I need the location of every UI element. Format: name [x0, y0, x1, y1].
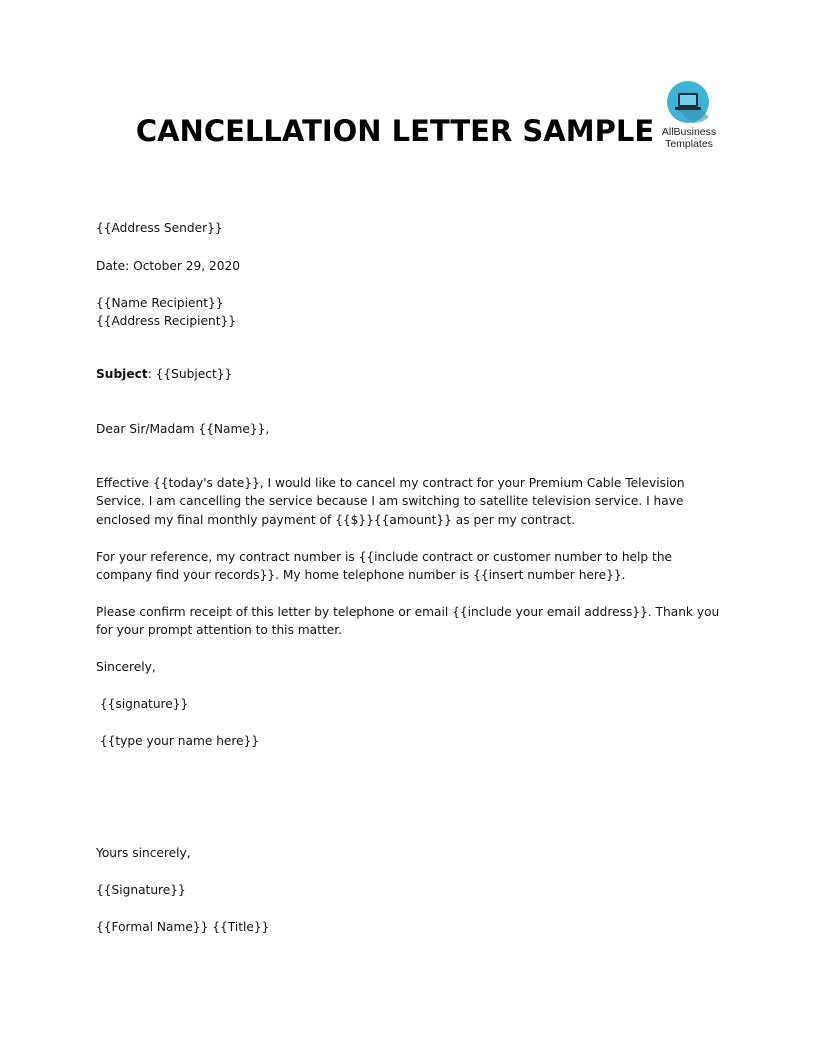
- name-recipient: {{Name Recipient}}: [96, 296, 224, 310]
- page-title: CANCELLATION LETTER SAMPLE: [135, 114, 655, 148]
- logo-text-line1: AllBusiness: [661, 126, 717, 138]
- subject-line: [96, 365, 232, 383]
- allbusiness-templates-logo: [652, 80, 726, 154]
- formal-name-title: {{Formal Name}} {{Title}}: [96, 920, 270, 934]
- subject-value: : {{Subject}}: [147, 367, 233, 381]
- paragraph-cancel-request: Effective {{today's date}}, I would like to cancel my contract for your Premium Cable Television Service. I am cancelling the service because I am switching to satellite television service. I have enclosed my final monthly payment of {{$}}{{amount}} as per my contract.: [96, 476, 685, 527]
- logo-text-line2: Templates: [665, 138, 713, 150]
- subject-label: Subject: [96, 367, 148, 381]
- salutation: Dear Sir/Madam {{Name}},: [96, 422, 270, 436]
- letter-date: Date: October 29, 2020: [96, 259, 241, 273]
- closing-sincerely: Sincerely,: [96, 660, 156, 674]
- signature-field: {{Signature}}: [96, 883, 186, 897]
- closing-yours-sincerely: Yours sincerely,: [96, 846, 191, 860]
- paragraph-confirm-receipt: Please confirm receipt of this letter by telephone or email {{include your email address}}. Thank you for your prompt attention to this matter.: [96, 605, 720, 638]
- laptop-icon: [666, 80, 710, 124]
- logo-text: [652, 126, 726, 150]
- address-sender: {{Address Sender}}: [96, 221, 223, 235]
- paragraph-reference: For your reference, my contract number is {{include contract or customer number to help the company find your records}}. My home telephone number is {{insert number here}}.: [96, 550, 673, 583]
- address-recipient: {{Address Recipient}}: [96, 314, 237, 328]
- name-placeholder: {{type your name here}}: [96, 734, 260, 748]
- signature-placeholder: {{signature}}: [96, 697, 189, 711]
